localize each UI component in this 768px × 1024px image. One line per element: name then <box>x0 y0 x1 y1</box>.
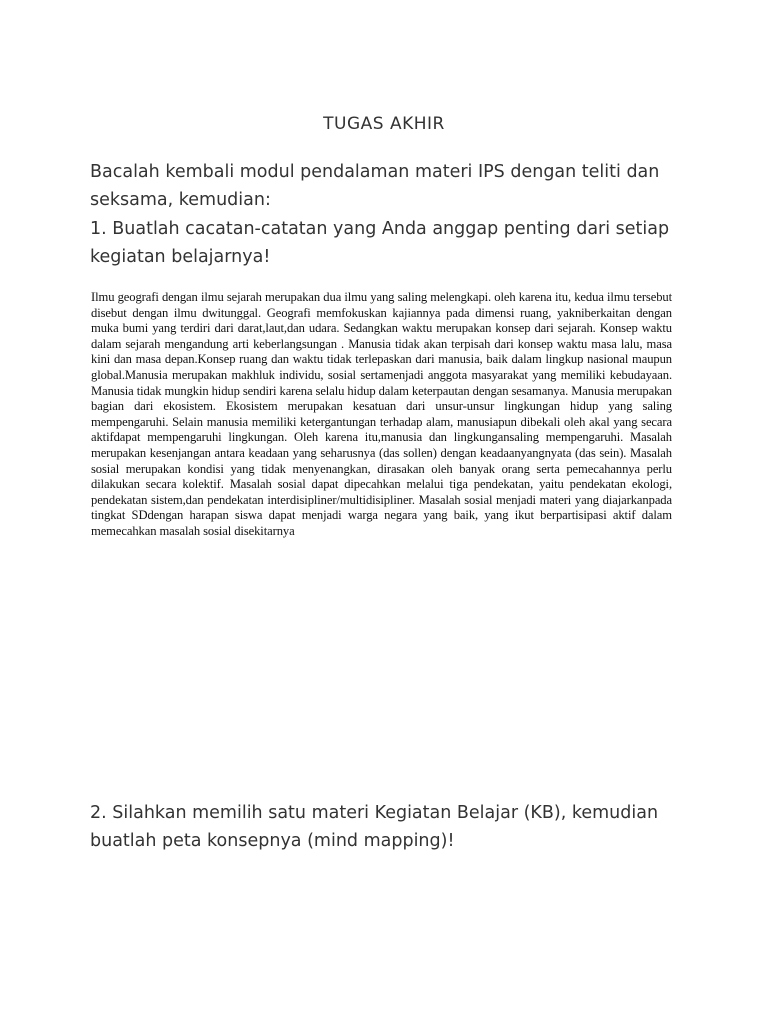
task-1-instruction: 1. Buatlah cacatan-catatan yang Anda anggap penting dari setiap kegiatan belajarnya! <box>90 219 670 267</box>
answer-body-text: Ilmu geografi dengan ilmu sejarah merupakan dua ilmu yang saling melengkapi. oleh karena itu, kedua ilmu tersebut disebut dengan ilmu dwitunggal. Geografi memfokuskan kajiannya pada dimensi ruang, yakniberkaitan dengan muka bumi yang terdiri dari darat,laut,dan udara. Sedangkan waktu merupakan konsep dari sejarah. Konsep waktu dalam sejarah mengandung arti keberlangsungan . Manusia tidak akan terpisah dari konsep waktu masa lalu, masa kini dan masa depan.Konsep ruang dan waktu tidak terlepaskan dari manusia, baik dalam lingkup nasional maupun global.Manusia merupakan makhluk individu, sosial sertamenjadi anggota masyarakat yang memiliki kebudayaan. Manusia tidak mungkin hidup sendiri karena selalu hidup dalam keterpautan dengan sesamanya. Manusia merupakan bagian dari ekosistem. Ekosistem merupakan kesatuan dari unsur-unsur lingkungan hidup yang saling mempengaruhi. Selain manusia memiliki ketergantungan terhadap alam, manusiapun dibekali oleh akal yang secara aktifdapat mempengaruhi lingkungan. Oleh karena itu,manusia dan lingkungansaling mempengaruhi. Masalah merupakan kesenjangan antara keadaan yang seharusnya (das sollen) dengan keadaanyangnyata (das sein). Masalah sosial merupakan kondisi yang tidak menyenangkan, dirasakan oleh banyak orang serta pemecahannya perlu dilakukan secara kolektif. Masalah sosial dapat dipecahkan melalui tiga pendekatan, yaitu pendekatan ekologi, pendekatan sistem,dan pendekatan interdisipliner/multidisipliner. Masalah sosial menjadi materi yang diajarkanpada tingkat SDdengan harapan siswa dapat menjadi warga negara yang baik, yang ikut berpartisipasi aktif dalam memecahkan masalah sosial disekitarnya <box>91 290 672 538</box>
task-2-instruction: 2. Silahkan memilih satu materi Kegiatan Belajar (KB), kemudian buatlah peta konsepnya (mind mapping)! <box>90 803 659 851</box>
page-title: TUGAS AKHIR <box>323 114 445 134</box>
instruction-intro: Bacalah kembali modul pendalaman materi IPS dengan teliti dan seksama, kemudian: <box>90 162 660 210</box>
